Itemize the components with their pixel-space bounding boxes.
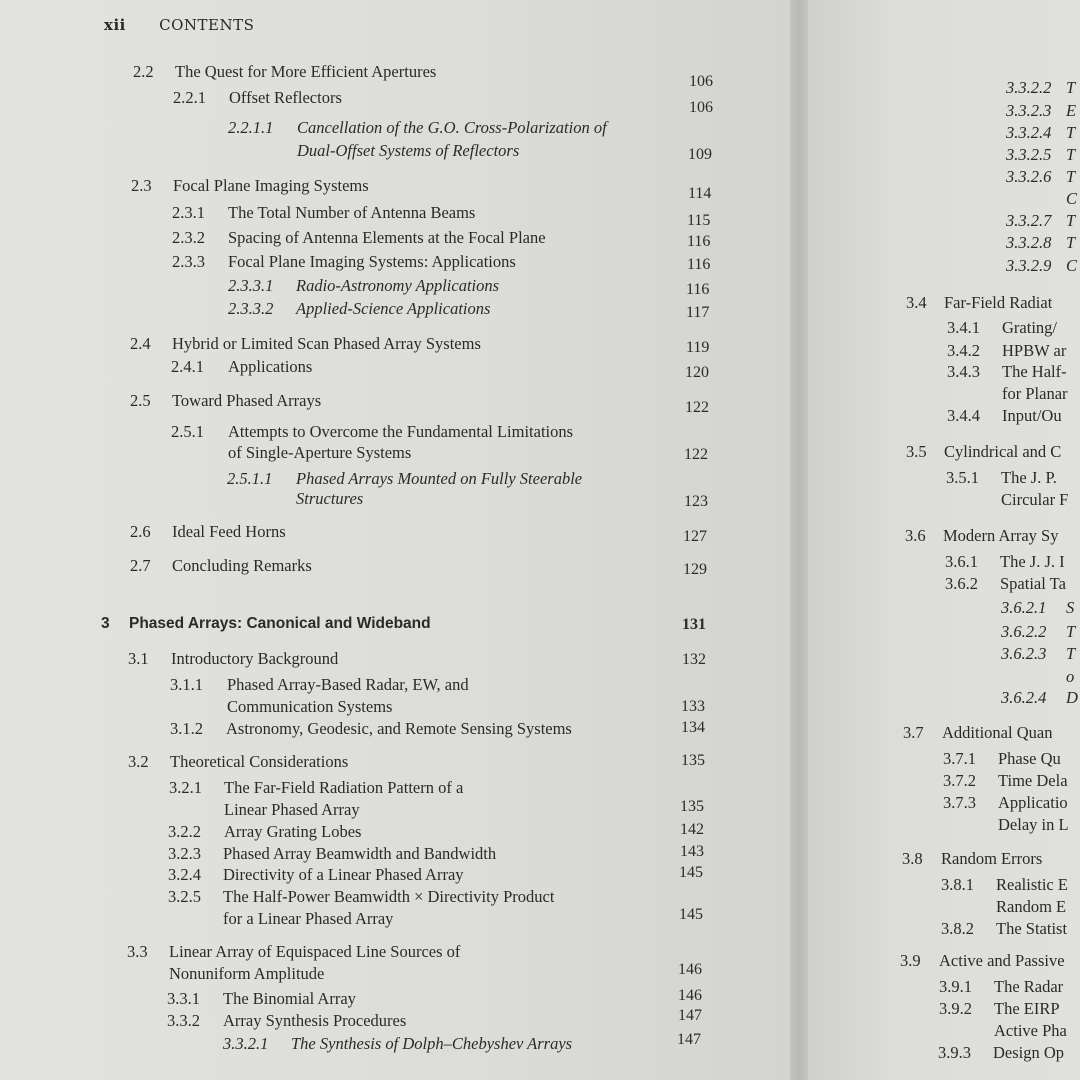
toc-entry-title: The J. J. I [1000,552,1065,571]
toc-entry-title: T [1066,78,1076,97]
toc-entry-number: 3.2.1 [169,778,202,797]
toc-entry-title: o [1066,667,1075,686]
toc-entry-title: Input/Ou [1002,406,1062,425]
toc-entry-number: 3.8.2 [941,919,974,938]
toc-entry-number: 3.6.2.2 [1001,622,1047,641]
toc-entry-number: 3.2.2 [168,822,201,841]
toc-entry-title: HPBW ar [1002,341,1067,360]
toc-entry-number: 3.4.2 [947,341,980,360]
toc-entry-number: 3.2.4 [168,865,201,884]
running-title: CONTENTS [159,16,255,34]
toc-entry-title: T [1066,622,1076,641]
toc-entry-number: 3.3.2.2 [1006,78,1052,97]
toc-entry-page: 143 [680,843,704,860]
toc-entry-title: Phased Array-Based Radar, EW, and [227,675,469,694]
toc-entry-number: 3.6.2.3 [1001,644,1047,663]
toc-entry-number: 3.1 [128,649,149,668]
toc-entry-page: 116 [686,281,710,298]
toc-entry-title: Realistic E [996,875,1068,894]
toc-entry-number: 3.8.1 [941,875,974,894]
toc-entry-number: 3.7.1 [943,749,976,768]
toc-entry-page: 145 [679,906,703,923]
toc-entry-number: 3.3.2.5 [1006,145,1052,164]
toc-entry-number: 2.4 [130,334,151,353]
toc-entry-title: Focal Plane Imaging Systems [173,176,369,195]
toc-entry-page: 122 [684,446,708,463]
toc-entry-title: Radio-Astronomy Applications [296,276,500,295]
toc-entry-number: 3.6.2.1 [1001,598,1047,617]
toc-entry-number: 3.6.1 [945,552,978,571]
toc-entry-number: 3.5.1 [946,468,979,487]
toc-entry-title: Theoretical Considerations [170,752,349,771]
toc-entry-title: Nonuniform Amplitude [169,964,325,983]
toc-entry-title: Array Synthesis Procedures [223,1011,407,1030]
toc-entry-title: The Statist [996,919,1068,938]
toc-entry-title: of Single-Aperture Systems [228,443,412,462]
page-number: xii [104,16,126,34]
toc-entry-number: 3.3.2.6 [1006,167,1052,186]
toc-entry-number: 3.4.3 [947,362,980,381]
toc-entry-title: Attempts to Overcome the Fundamental Limitations [228,422,574,441]
toc-entry-title: Offset Reflectors [229,88,342,107]
toc-entry-title: Circular F [1001,490,1069,509]
toc-entry-page: 116 [687,233,711,250]
toc-entry-number: 2.2.1.1 [228,118,274,137]
toc-entry-number: 2.4.1 [171,357,204,376]
toc-entry-number: 3.3.2.9 [1006,256,1052,275]
book-gutter [790,0,808,1080]
toc-entry-number: 2.3.3.1 [228,276,274,295]
toc-entry-number: 3.1.2 [170,719,203,738]
toc-entry-title: Phase Qu [998,749,1061,768]
toc-entry-page: 146 [678,961,702,978]
toc-entry-title: Phased Array Beamwidth and Bandwidth [223,844,497,863]
toc-entry-title: Far-Field Radiat [944,293,1053,312]
toc-entry-title: Phased Arrays Mounted on Fully Steerable [296,469,583,488]
toc-entry-title: Structures [296,489,364,508]
toc-entry-title: C [1066,189,1078,208]
toc-entry-page: 127 [683,528,707,545]
toc-entry-number: 3.3.2.3 [1006,101,1052,120]
toc-entry-title: C [1066,256,1078,275]
toc-entry-number: 3.5 [906,442,927,461]
toc-entry-page: 117 [686,304,710,321]
toc-entry-title: Cylindrical and C [944,442,1062,461]
toc-entry-number: 2.2.1 [173,88,206,107]
toc-entry-number: 3.2.3 [168,844,201,863]
toc-entry-number: 3.3.2.7 [1006,211,1052,230]
toc-entry-number: 3.9 [900,951,921,970]
toc-entry-page: 120 [685,364,709,381]
toc-entry-number: 3.7.3 [943,793,976,812]
toc-entry-title: T [1066,145,1076,164]
toc-entry-page: 115 [687,212,711,229]
toc-entry-title: T [1066,211,1076,230]
toc-entry-number: 3.4.1 [947,318,980,337]
toc-entry-title: E [1066,101,1077,120]
toc-entry-number: 3.8 [902,849,923,868]
toc-entry-title: The EIRP [994,999,1060,1018]
toc-entry-title: Modern Array Sy [943,526,1059,545]
toc-entry-title: The J. P. [1001,468,1057,487]
toc-entry-title: Applicatio [998,793,1068,812]
toc-entry-number: 3.6.2 [945,574,978,593]
toc-entry-title: Cancellation of the G.O. Cross-Polarization of [297,118,607,137]
toc-entry-number: 2.3.1 [172,203,205,222]
toc-entry-title: Directivity of a Linear Phased Array [223,865,464,884]
toc-entry-title: T [1066,167,1076,186]
toc-entry-number: 3.4.4 [947,406,980,425]
toc-entry-title: Random E [996,897,1067,916]
toc-entry-page: 106 [689,99,713,116]
toc-entry-title: Array Grating Lobes [224,822,362,841]
toc-entry-title: Concluding Remarks [172,556,312,575]
toc-entry-title: T [1066,644,1076,663]
toc-entry-page: 132 [682,651,706,668]
toc-entry-page: 142 [680,821,704,838]
toc-entry-title: Linear Array of Equispaced Line Sources of [169,942,461,961]
toc-entry-number: 3.9.3 [938,1043,971,1062]
toc-entry-number: 2.3.2 [172,228,205,247]
toc-entry-title: Hybrid or Limited Scan Phased Array Systems [172,334,481,353]
toc-entry-title: Active Pha [994,1021,1067,1040]
toc-entry-number: 2.5.1.1 [227,469,273,488]
right-page [808,0,1080,1080]
toc-entry-page: 135 [681,752,705,769]
toc-entry-title: T [1066,123,1076,142]
toc-entry-page: 123 [684,493,708,510]
toc-entry-title: T [1066,233,1076,252]
toc-entry-number: 2.6 [130,522,151,541]
toc-entry-title: Grating/ [1002,318,1057,337]
toc-entry-number: 3.3.2 [167,1011,200,1030]
toc-entry-title: for Planar [1002,384,1068,403]
toc-entry-title: S [1066,598,1075,617]
toc-entry-number: 3.3.2.1 [223,1034,269,1053]
toc-entry-number: 2.5.1 [171,422,204,441]
toc-entry-page: 146 [678,987,702,1004]
toc-entry-title: Applications [228,357,313,376]
toc-entry-title: Applied-Science Applications [296,299,491,318]
toc-entry-number: 3.6 [905,526,926,545]
toc-entry-title: D [1066,688,1078,707]
toc-entry-title: for a Linear Phased Array [223,909,394,928]
toc-entry-number: 3.6.2.4 [1001,688,1047,707]
toc-entry-title: The Quest for More Efficient Apertures [175,62,437,81]
toc-entry-title: The Far-Field Radiation Pattern of a [224,778,464,797]
toc-entry-title: The Total Number of Antenna Beams [228,203,476,222]
toc-entry-page: 114 [688,185,712,202]
toc-entry-title: The Half-Power Beamwidth × Directivity Product [223,887,555,906]
toc-entry-number: 3.3.1 [167,989,200,1008]
toc-entry-page: 135 [680,798,704,815]
toc-entry-page: 116 [687,256,711,273]
toc-entry-title: Spatial Ta [1000,574,1066,593]
toc-entry-number: 3 [101,615,110,632]
toc-entry-page: 119 [686,339,710,356]
toc-entry-page: 147 [678,1007,702,1024]
toc-entry-page: 133 [681,698,705,715]
toc-entry-title: Introductory Background [171,649,339,668]
toc-entry-title: Time Dela [998,771,1068,790]
toc-entry-title: Spacing of Antenna Elements at the Focal Plane [228,228,546,247]
toc-entry-title: Phased Arrays: Canonical and Wideband [129,615,431,632]
toc-entry-page: 145 [679,864,703,881]
toc-entry-number: 3.3.2.4 [1006,123,1052,142]
toc-entry-page: 106 [689,73,713,90]
toc-entry-title: The Synthesis of Dolph–Chebyshev Arrays [291,1034,573,1053]
toc-entry-number: 3.3.2.8 [1006,233,1052,252]
toc-entry-number: 2.3.3.2 [228,299,274,318]
toc-entry-title: Toward Phased Arrays [172,391,322,410]
toc-entry-number: 3.1.1 [170,675,203,694]
toc-entry-number: 3.2 [128,752,149,771]
toc-entry-number: 3.7.2 [943,771,976,790]
toc-entry-title: Active and Passive [939,951,1065,970]
toc-entry-title: Delay in L [998,815,1069,834]
toc-entry-title: Linear Phased Array [224,800,360,819]
toc-entry-page: 129 [683,561,707,578]
toc-entry-number: 3.7 [903,723,924,742]
toc-entry-title: Additional Quan [942,723,1053,742]
toc-entry-title: Ideal Feed Horns [172,522,286,541]
toc-entry-number: 3.3 [127,942,148,961]
toc-entry-number: 2.5 [130,391,151,410]
toc-entry-number: 3.9.1 [939,977,972,996]
toc-entry-number: 3.9.2 [939,999,972,1018]
toc-entry-title: Astronomy, Geodesic, and Remote Sensing Systems [226,719,572,738]
toc-entry-page: 147 [677,1031,701,1048]
toc-entry-page: 122 [685,399,709,416]
toc-entry-title: The Half- [1002,362,1067,381]
toc-entry-number: 3.2.5 [168,887,201,906]
toc-entry-title: Focal Plane Imaging Systems: Applications [228,252,516,271]
toc-entry-title: Dual-Offset Systems of Reflectors [297,141,520,160]
toc-entry-page: 109 [688,146,712,163]
toc-entry-title: The Radar [994,977,1064,996]
toc-entry-page: 134 [681,719,705,736]
running-head [104,16,254,34]
toc-entry-number: 2.3 [131,176,152,195]
toc-entry-page: 131 [682,616,706,633]
toc-entry-number: 2.3.3 [172,252,205,271]
toc-entry-title: Random Errors [941,849,1043,868]
toc-entry-title: The Binomial Array [223,989,356,1008]
toc-entry-title: Design Op [993,1043,1065,1062]
toc-entry-number: 2.2 [133,62,154,81]
toc-entry-title: Communication Systems [227,697,393,716]
toc-entry-number: 3.4 [906,293,927,312]
toc-entry-number: 2.7 [130,556,151,575]
